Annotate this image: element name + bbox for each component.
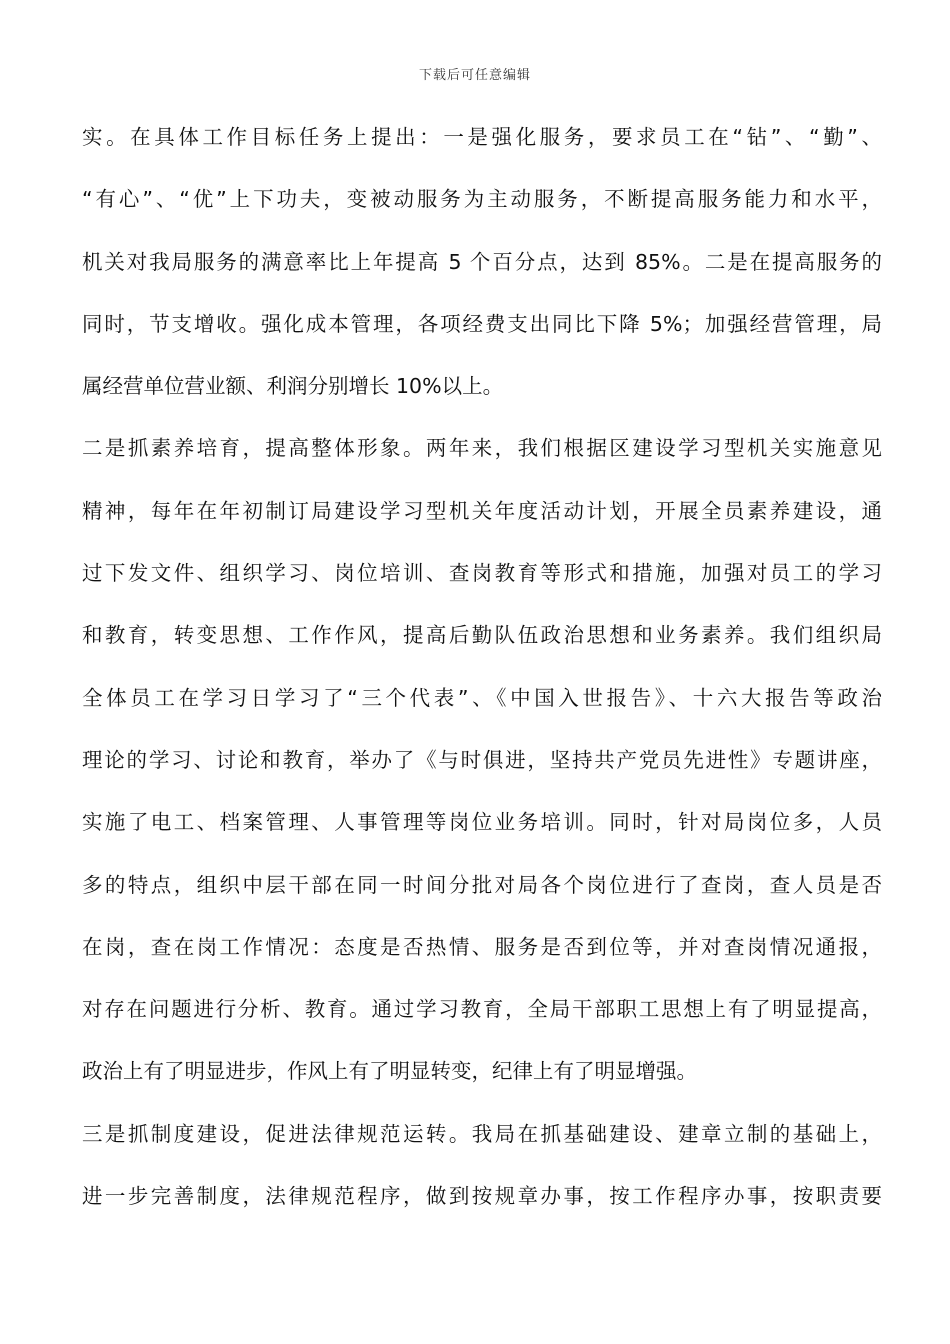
text-line: 二是抓素养培育，提高整体形象。两年来，我们根据区建设学习型机关实施意见 xyxy=(82,436,882,461)
text-line: 和教育，转变思想、工作作风，提高后勤队伍政治思想和业务素养。我们组织局 xyxy=(82,623,882,648)
text-line: 三是抓制度建设，促进法律规范运转。我局在抓基础建设、建章立制的基础上， xyxy=(82,1121,882,1146)
document-body xyxy=(82,112,882,1233)
text-line: 对存在问题进行分析、教育。通过学习教育，全局干部职工思想上有了明显提高， xyxy=(82,997,882,1022)
text-line: 精神，每年在年初制订局建设学习型机关年度活动计划，开展全员素养建设，通 xyxy=(82,498,882,523)
text-line: 全体员工在学习日学习了“三个代表”、《中国入世报告》、十六大报告等政治 xyxy=(82,685,882,710)
text-line: 实。在具体工作目标任务上提出：一是强化服务，要求员工在“钻”、“勤”、 xyxy=(82,125,882,149)
text-line: 实施了电工、档案管理、人事管理等岗位业务培训。同时，针对局岗位多，人员 xyxy=(82,810,882,835)
text-line: 过下发文件、组织学习、岗位培训、查岗教育等形式和措施，加强对员工的学习 xyxy=(82,561,882,586)
text-line: 在岗，查在岗工作情况：态度是否热情、服务是否到位等，并对查岗情况通报， xyxy=(82,934,882,959)
text-line: 机关对我局服务的满意率比上年提高 5 个百分点，达到 85%。二是在提高服务的 xyxy=(82,249,882,274)
text-line: “有心”、“优”上下功夫，变被动服务为主动服务，不断提高服务能力和水平， xyxy=(82,187,882,212)
text-line: 进一步完善制度，法律规范程序，做到按规章办事，按工作程序办事，按职责要 xyxy=(82,1184,882,1209)
text-line: 属经营单位营业额、利润分别增长 10%以上。 xyxy=(82,374,504,399)
page-header: 下载后可任意编辑 xyxy=(418,68,531,83)
text-line: 政治上有了明显进步，作风上有了明显转变，纪律上有了明显增强。 xyxy=(82,1059,697,1084)
text-line: 理论的学习、讨论和教育，举办了《与时俱进，坚持共产党员先进性》专题讲座， xyxy=(82,747,882,772)
text-line: 同时，节支增收。强化成本管理，各项经费支出同比下降 5%；加强经营管理，局 xyxy=(82,311,882,336)
text-line: 多的特点，组织中层干部在同一时间分批对局各个岗位进行了查岗，查人员是否 xyxy=(82,872,882,897)
